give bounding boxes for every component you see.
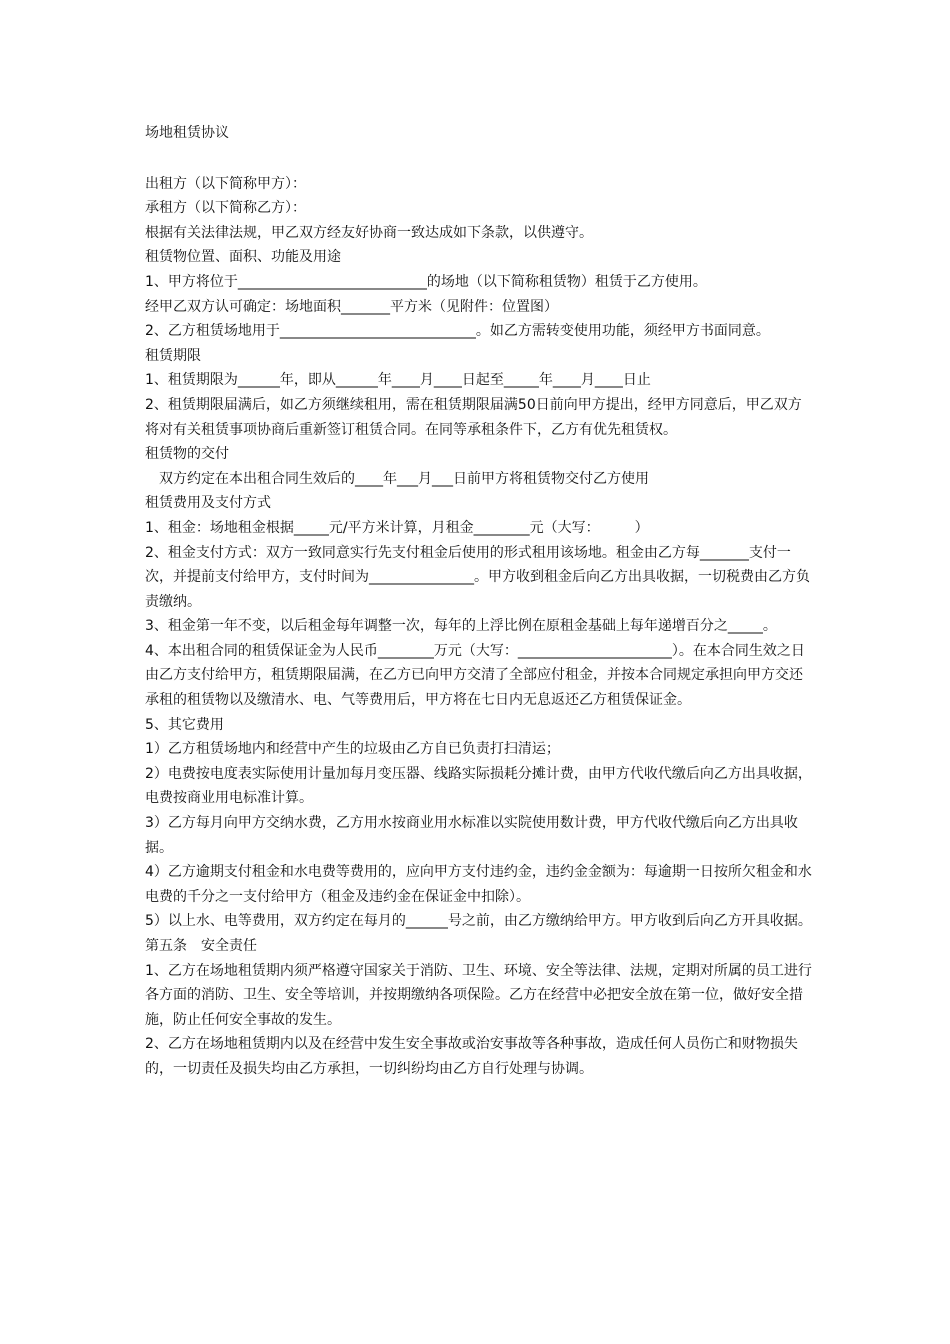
clause-rent-1: 1、租金：场地租金根据_____元/平方米计算，月租金________元（大写： ） — [145, 519, 649, 536]
document-title: 场地租赁协议 — [145, 125, 229, 141]
subclause-water: 3）乙方每月向甲方交纳水费，乙方用水按商业用水标准以实院使用数计费，甲方代收代缴后向乙方出具收据。 — [145, 815, 798, 856]
lessor-line: 出租方（以下简称甲方）： — [145, 175, 306, 192]
clause-delivery: 双方约定在本出租合同生效后的____年___月___日前甲方将租赁物交付乙方使用 — [145, 470, 649, 487]
clause-location-1: 1、甲方将位于___________________________的场地（以下简称租赁物）租赁于乙方使用。 — [145, 273, 707, 290]
contract-body — [145, 121, 815, 1082]
lessee-line: 承租方（以下简称乙方）： — [145, 200, 306, 217]
clause-term-2: 2、租赁期限届满后，如乙方须继续租用，需在租赁期限届满50日前向甲方提出，经甲方同意后，甲乙双方将对有关租赁事项协商后重新签订租赁合同。在同等承租条件下，乙方有优先租赁权。 — [145, 396, 802, 438]
subclause-garbage: 1）乙方租赁场地内和经营中产生的垃圾由乙方自已负责打扫清运； — [145, 741, 560, 758]
section-heading-delivery: 租赁物的交付 — [145, 446, 229, 463]
clause-rent-payment-2: 2、租金支付方式：双方一致同意实行先支付租金后使用的形式租用该场地。租金由乙方每_______支付一次，并提前支付给甲方，支付时间为_______________。甲方收到租金后向乙方出具收据，一切税费由乙方负责缴纳。 — [145, 544, 810, 610]
section-heading-safety: 第五条 安全责任 — [145, 938, 257, 954]
subclause-late-fee: 4）乙方逾期支付租金和水电费等费用的，应向甲方支付违约金，违约金金额为：每逾期一日按所欠租金和水电费的千分之一支付给甲方（租金及违约金在保证金中扣除）。 — [145, 864, 812, 905]
clause-rent-adjustment-3: 3、租金第一年不变，以后租金每年调整一次，每年的上浮比例在原租金基础上每年递增百分之_____。 — [145, 618, 777, 635]
section-heading-term: 租赁期限 — [145, 347, 201, 364]
subclause-electricity: 2）电费按电度表实际使用计量加每月变压器、线路实际损耗分摊计费，由甲方代收代缴后向乙方出具收据，电费按商业用电标准计算。 — [145, 765, 812, 807]
clause-other-fees-5: 5、其它费用 — [145, 716, 224, 733]
preamble-paragraph: 根据有关法律法规，甲乙双方经友好协商一致达成如下条款，以供遵守。 — [145, 224, 593, 241]
section-heading-fees: 租赁费用及支付方式 — [145, 495, 271, 512]
clause-area: 经甲乙双方认可确定：场地面积_______平方米（见附件：位置图） — [145, 298, 558, 315]
clause-deposit-4: 4、本出租合同的租赁保证金为人民币________万元（大写：______________________）。在本合同生效之日由乙方支付给甲方，租赁期限届满，在乙方已向甲方交清了全部应付租金，并按本合同规定承担向甲方交还承租的租赁物以及缴清水、电、气等费用后，甲方将在七日内无息返还乙方租赁保证金。 — [145, 642, 805, 709]
clause-safety-1: 1、乙方在场地租赁期内须严格遵守国家关于消防、卫生、环境、安全等法律、法规，定期对所属的员工进行各方面的消防、卫生、安全等培训，并按期缴纳各项保险。乙方在经营中必把安全放在第一位，做好安全措施，防止任何安全事故的发生。 — [145, 962, 812, 1028]
section-heading-location: 租赁物位置、面积、功能及用途 — [145, 249, 341, 266]
clause-safety-2: 2、乙方在场地租赁期内以及在经营中发生安全事故或治安事故等各种事故，造成任何人员伤亡和财物损失的，一切责任及损失均由乙方承担，一切纠纷均由乙方自行处理与协调。 — [145, 1036, 798, 1077]
subclause-payment-date: 5）以上水、电等费用，双方约定在每月的______号之前，由乙方缴纳给甲方。甲方收到后向乙方开具收据。 — [145, 913, 812, 930]
clause-usage-2: 2、乙方租赁场地用于____________________________。如乙方需转变使用功能，须经甲方书面同意。 — [145, 323, 770, 340]
clause-term-1: 1、租赁期限为______年，即从______年____月____日起至_____年____月____日止 — [145, 372, 651, 389]
